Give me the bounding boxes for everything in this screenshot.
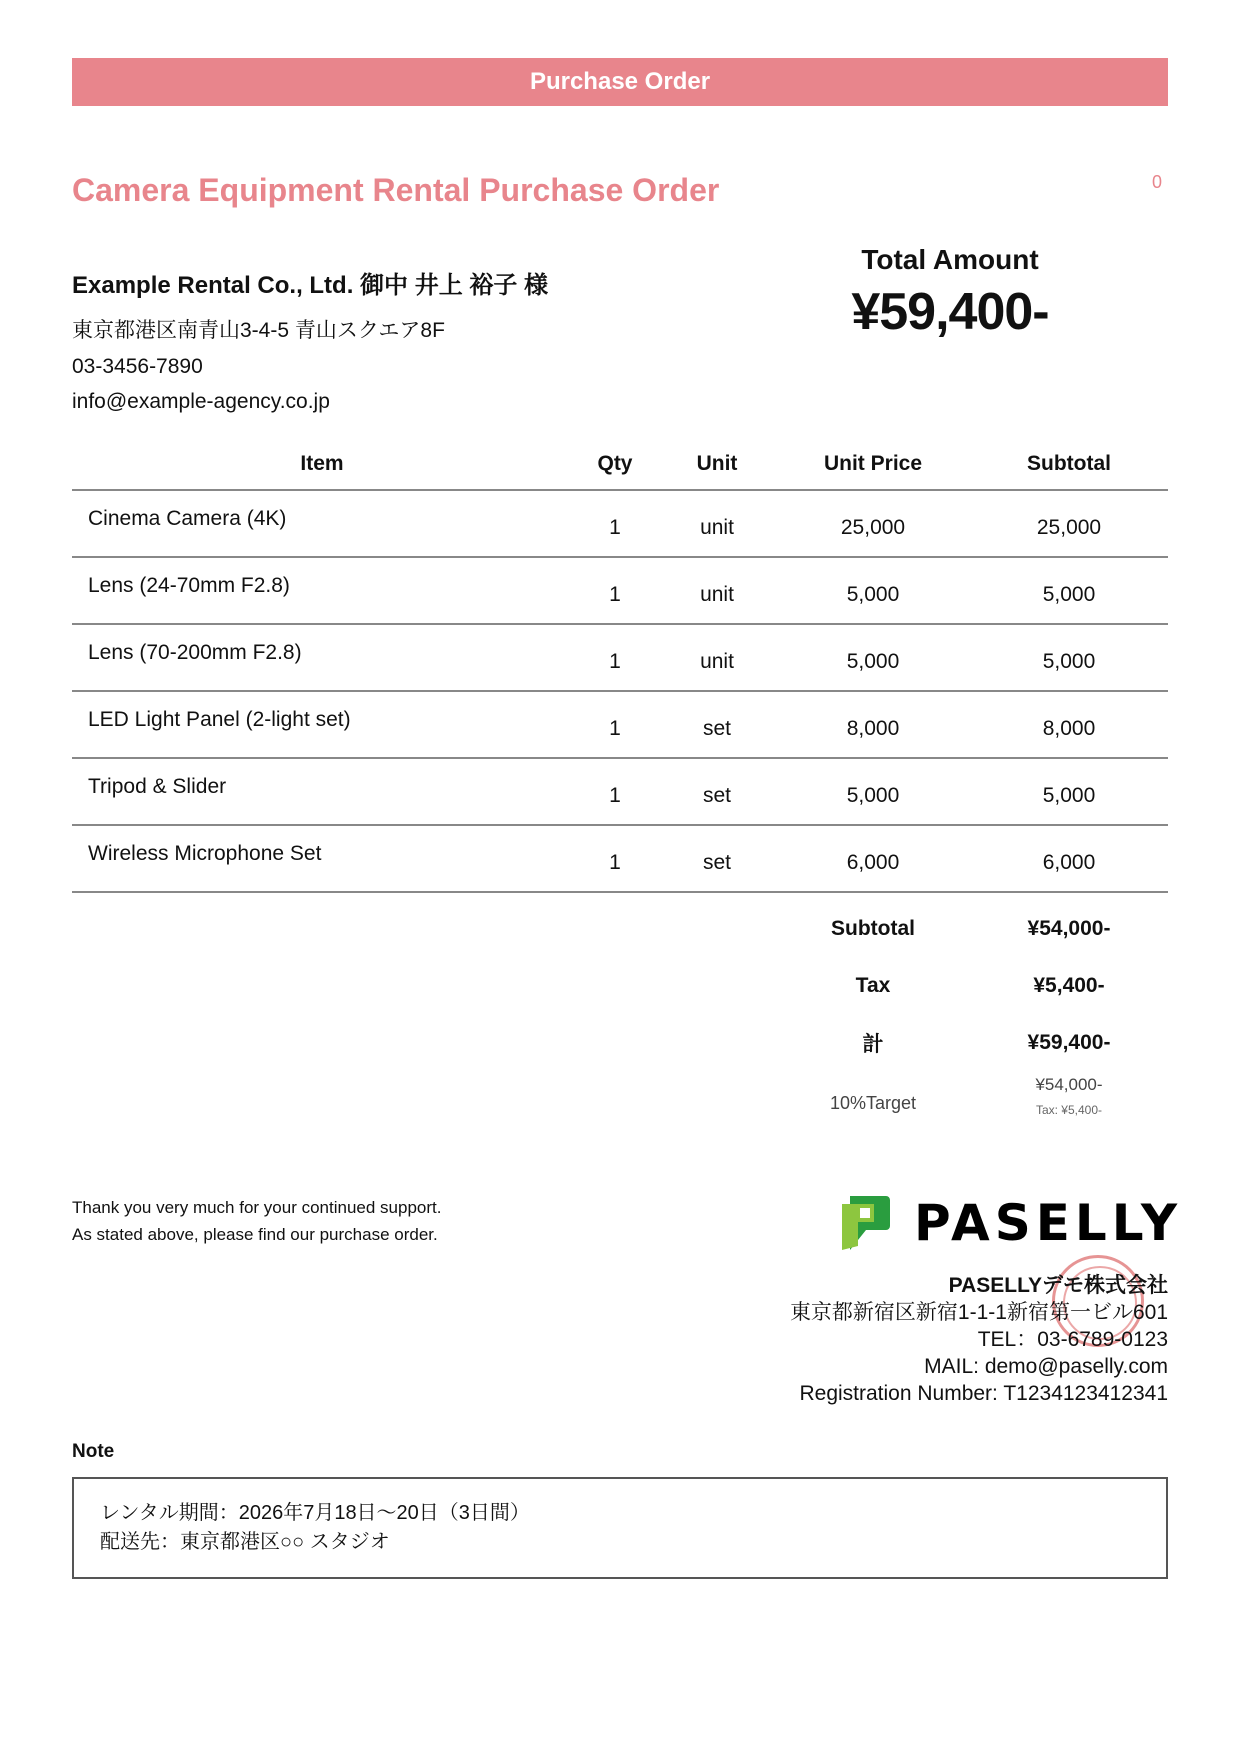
grand-total-row [776,1014,1168,1071]
cell-qty: 1 [572,557,658,624]
items-table [72,438,1168,893]
logo-wordmark: PASELLY [914,1194,1183,1252]
note-label: Note [72,1441,115,1462]
note-line-1: レンタル期間：2026年7月18日～20日（3日間） [100,1502,530,1524]
company-info [790,1272,1168,1407]
total-amount-value: ¥59,400- [851,283,1049,341]
table-row [72,490,1168,557]
subtotal-value: ¥54,000- [1027,916,1111,940]
recipient-address: 東京都港区南青山3-4-5 青山スクエア8F [72,319,445,342]
table-header-row [72,438,1168,490]
cell-unit: set [658,758,776,825]
table-row [72,624,1168,691]
tax-target-base: ¥54,000- [1035,1075,1103,1094]
tax-row [776,957,1168,1014]
company-name: PASELLYデモ株式会社 [948,1274,1168,1297]
document-banner [72,58,1168,106]
page-number: 0 [1151,172,1162,192]
recipient-email: info@example-agency.co.jp [72,390,330,413]
totals-block [776,900,1168,1117]
note-line-2: 配送先：東京都港区○○ スタジオ [100,1531,390,1553]
cell-unit-price: 6,000 [776,825,970,892]
total-amount-label: Total Amount [861,244,1039,275]
cell-unit: set [658,825,776,892]
cell-item: Wireless Microphone Set [72,825,572,892]
cell-subtotal: 5,000 [970,758,1168,825]
cell-qty: 1 [572,624,658,691]
cell-unit-price: 8,000 [776,691,970,758]
recipient-phone: 03-3456-7890 [72,355,203,378]
cell-item: Lens (70-200mm F2.8) [72,624,572,691]
table-row [72,825,1168,892]
cell-qty: 1 [572,691,658,758]
company-tel: TEL：03-6789-0123 [977,1328,1168,1351]
header-unit: Unit [658,438,776,490]
thanks-line-1: Thank you very much for your continued support. [72,1198,442,1217]
cell-qty: 1 [572,825,658,892]
company-address: 東京都新宿区新宿1-1-1新宿第一ビル601 [789,1301,1168,1324]
cell-qty: 1 [572,490,658,557]
cell-unit-price: 5,000 [776,624,970,691]
grand-total-label: 計 [862,1032,884,1056]
subtotal-row [776,900,1168,957]
tax-target-tax: Tax: ¥5,400- [1035,1103,1103,1117]
document-title: Camera Equipment Rental Purchase Order [72,172,720,208]
header-qty: Qty [572,438,658,490]
header-item: Item [72,438,572,490]
subtotal-label: Subtotal [831,916,915,940]
header-unit-price: Unit Price [776,438,970,490]
grand-total-value: ¥59,400- [1027,1030,1111,1054]
cell-subtotal: 8,000 [970,691,1168,758]
cell-item: Lens (24-70mm F2.8) [72,557,572,624]
tax-target-row [776,1075,1168,1117]
cell-unit-price: 25,000 [776,490,970,557]
cell-item: Cinema Camera (4K) [72,490,572,557]
cell-subtotal: 6,000 [970,825,1168,892]
cell-subtotal: 5,000 [970,557,1168,624]
cell-unit: unit [658,624,776,691]
cell-unit: unit [658,557,776,624]
paselly-logo-icon [836,1192,892,1252]
cell-item: Tripod & Slider [72,758,572,825]
recipient-name: Example Rental Co., Ltd. 御中 井上 裕子 様 [72,272,549,299]
thanks-message [72,1194,441,1248]
table-row [72,758,1168,825]
cell-unit-price: 5,000 [776,557,970,624]
cell-item: LED Light Panel (2-light set) [72,691,572,758]
table-row [72,691,1168,758]
banner-label: Purchase Order [529,68,711,95]
company-mail: MAIL: demo@paselly.com [924,1355,1168,1378]
cell-unit: set [658,691,776,758]
recipient-block [72,265,692,425]
company-logo [836,1190,1183,1256]
cell-unit: unit [658,490,776,557]
cell-subtotal: 5,000 [970,624,1168,691]
cell-unit-price: 5,000 [776,758,970,825]
cell-qty: 1 [572,758,658,825]
tax-target-label: 10%Target [829,1093,917,1113]
thanks-line-2: As stated above, please find our purchase order. [72,1225,438,1244]
table-row [72,557,1168,624]
header-subtotal: Subtotal [970,438,1168,490]
note-box [72,1477,1168,1579]
tax-value: ¥5,400- [1033,973,1105,997]
total-amount-box [800,244,1100,342]
cell-subtotal: 25,000 [970,490,1168,557]
tax-label: Tax [855,973,891,997]
tax-target-values [970,1075,1168,1117]
company-registration: Registration Number: T1234123412341 [799,1382,1168,1405]
